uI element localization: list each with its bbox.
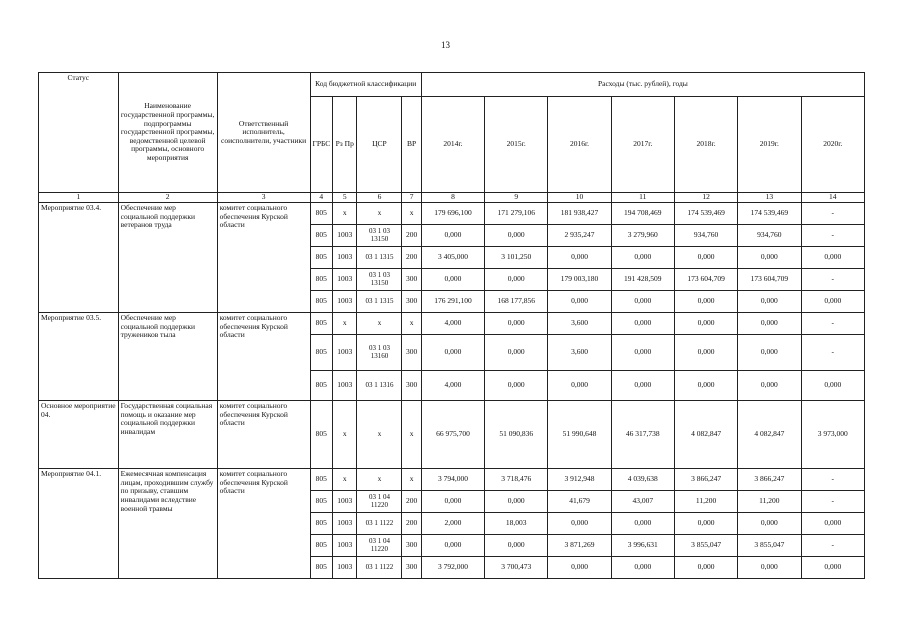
amount-cell: 4,000 (421, 313, 484, 335)
amount-cell: - (801, 469, 865, 491)
grbs-cell: 805 (310, 513, 332, 535)
csr-cell: 03 1 03 13150 (357, 269, 402, 291)
amount-cell: 0,000 (421, 335, 484, 371)
rzpr-cell: 1003 (332, 491, 357, 513)
column-number: 12 (674, 193, 737, 203)
amount-cell: 0,000 (548, 291, 611, 313)
header-rzpr: Рз Пр (332, 97, 357, 193)
amount-cell: - (801, 535, 865, 557)
status-cell: Мероприятие 03.5. (39, 313, 119, 401)
amount-cell: 0,000 (611, 557, 674, 579)
amount-cell: 0,000 (485, 335, 548, 371)
rzpr-cell: 1003 (332, 291, 357, 313)
amount-cell: - (801, 335, 865, 371)
amount-cell: 3 866,247 (738, 469, 801, 491)
amount-cell: 0,000 (611, 313, 674, 335)
amount-cell: 0,000 (421, 535, 484, 557)
csr-cell: х (357, 313, 402, 335)
rzpr-cell: 1003 (332, 269, 357, 291)
amount-cell: 0,000 (611, 247, 674, 269)
column-number: 8 (421, 193, 484, 203)
amount-cell: 4,000 (421, 371, 484, 401)
vr-cell: х (402, 469, 421, 491)
vr-cell: 200 (402, 225, 421, 247)
amount-cell: 3 855,047 (738, 535, 801, 557)
vr-cell: х (402, 203, 421, 225)
header-csr: ЦСР (357, 97, 402, 193)
header-name: Наименование государственной программы, подпрограммы государственной программы, ведомственной целевой программы, основного мероприятия (118, 73, 217, 193)
column-number: 2 (118, 193, 217, 203)
amount-cell: 3 794,000 (421, 469, 484, 491)
amount-cell: 0,000 (674, 335, 737, 371)
amount-cell: 11,200 (674, 491, 737, 513)
executor-cell: комитет социального обеспечения Курской области (217, 203, 310, 313)
csr-cell: 03 1 1122 (357, 513, 402, 535)
rzpr-cell: х (332, 401, 357, 469)
rzpr-cell: 1003 (332, 513, 357, 535)
rzpr-cell: 1003 (332, 557, 357, 579)
amount-cell: 0,000 (548, 557, 611, 579)
amount-cell: 0,000 (485, 225, 548, 247)
amount-cell: 3,600 (548, 335, 611, 371)
rzpr-cell: 1003 (332, 335, 357, 371)
amount-cell: 0,000 (801, 557, 865, 579)
amount-cell: 0,000 (611, 371, 674, 401)
amount-cell: 179 696,100 (421, 203, 484, 225)
grbs-cell: 805 (310, 401, 332, 469)
amount-cell: 934,760 (674, 225, 737, 247)
vr-cell: 300 (402, 371, 421, 401)
amount-cell: 0,000 (674, 371, 737, 401)
table-row (39, 313, 865, 335)
amount-cell: 0,000 (485, 371, 548, 401)
amount-cell: 191 428,509 (611, 269, 674, 291)
column-number: 1 (39, 193, 119, 203)
amount-cell: 2,000 (421, 513, 484, 535)
amount-cell: 194 708,469 (611, 203, 674, 225)
vr-cell: 300 (402, 269, 421, 291)
amount-cell: 0,000 (421, 225, 484, 247)
amount-cell: 0,000 (801, 371, 865, 401)
executor-cell: комитет социального обеспечения Курской области (217, 469, 310, 579)
status-cell: Основное мероприятие 04. (39, 401, 119, 469)
amount-cell: 46 317,738 (611, 401, 674, 469)
vr-cell: 300 (402, 535, 421, 557)
status-cell: Мероприятие 03.4. (39, 203, 119, 313)
grbs-cell: 805 (310, 491, 332, 513)
amount-cell: 4 082,847 (738, 401, 801, 469)
amount-cell: 0,000 (674, 513, 737, 535)
amount-cell: 0,000 (548, 513, 611, 535)
grbs-cell: 805 (310, 469, 332, 491)
amount-cell: 3 700,473 (485, 557, 548, 579)
rzpr-cell: х (332, 469, 357, 491)
header-status: Статус (39, 73, 119, 193)
column-number: 9 (485, 193, 548, 203)
amount-cell: 0,000 (738, 335, 801, 371)
grbs-cell: 805 (310, 557, 332, 579)
table-header (39, 73, 865, 203)
vr-cell: 200 (402, 513, 421, 535)
amount-cell: 3 279,960 (611, 225, 674, 247)
table-row (39, 469, 865, 491)
header-year: 2019г. (738, 97, 801, 193)
amount-cell: 0,000 (548, 247, 611, 269)
csr-cell: х (357, 469, 402, 491)
amount-cell: 0,000 (738, 313, 801, 335)
amount-cell: 0,000 (485, 535, 548, 557)
column-numbers-row (39, 193, 865, 203)
column-number: 5 (332, 193, 357, 203)
table-body (39, 203, 865, 579)
rzpr-cell: 1003 (332, 225, 357, 247)
amount-cell: 176 291,100 (421, 291, 484, 313)
amount-cell: 174 539,469 (738, 203, 801, 225)
vr-cell: 200 (402, 247, 421, 269)
header-year: 2016г. (548, 97, 611, 193)
amount-cell: - (801, 269, 865, 291)
header-year: 2014г. (421, 97, 484, 193)
amount-cell: 0,000 (421, 491, 484, 513)
measure-name-cell: Ежемесячная компенсация лицам, проходившим службу по призыву, ставшим инвалидами вследствие военной травмы (118, 469, 217, 579)
grbs-cell: 805 (310, 225, 332, 247)
amount-cell: 0,000 (485, 491, 548, 513)
amount-cell: - (801, 225, 865, 247)
amount-cell: 174 539,469 (674, 203, 737, 225)
amount-cell: 0,000 (674, 247, 737, 269)
amount-cell: 3 973,000 (801, 401, 865, 469)
amount-cell: 4 082,847 (674, 401, 737, 469)
amount-cell: 0,000 (611, 291, 674, 313)
amount-cell: 3 866,247 (674, 469, 737, 491)
csr-cell: 03 1 1315 (357, 247, 402, 269)
budget-table (38, 72, 865, 579)
amount-cell: 3 855,047 (674, 535, 737, 557)
amount-cell: - (801, 491, 865, 513)
amount-cell: 4 039,638 (611, 469, 674, 491)
column-number: 3 (217, 193, 310, 203)
csr-cell: 03 1 1315 (357, 291, 402, 313)
amount-cell: 3 871,269 (548, 535, 611, 557)
amount-cell: 11,200 (738, 491, 801, 513)
amount-cell: 0,000 (801, 513, 865, 535)
amount-cell: 51 990,648 (548, 401, 611, 469)
amount-cell: 51 090,836 (485, 401, 548, 469)
measure-name-cell: Государственная социальная помощь и оказание мер социальной поддержки инвалидам (118, 401, 217, 469)
amount-cell: 934,760 (738, 225, 801, 247)
header-budget-code: Код бюджетной классификации (310, 73, 421, 97)
csr-cell: 03 1 03 13160 (357, 335, 402, 371)
grbs-cell: 805 (310, 291, 332, 313)
csr-cell: 03 1 04 11220 (357, 535, 402, 557)
table-row (39, 203, 865, 225)
amount-cell: 0,000 (738, 557, 801, 579)
amount-cell: 0,000 (674, 557, 737, 579)
grbs-cell: 805 (310, 371, 332, 401)
rzpr-cell: 1003 (332, 371, 357, 401)
amount-cell: 3 912,948 (548, 469, 611, 491)
executor-cell: комитет социального обеспечения Курской области (217, 313, 310, 401)
vr-cell: х (402, 401, 421, 469)
vr-cell: 300 (402, 557, 421, 579)
column-number: 14 (801, 193, 865, 203)
amount-cell: 3 996,631 (611, 535, 674, 557)
grbs-cell: 805 (310, 335, 332, 371)
amount-cell: 173 604,709 (674, 269, 737, 291)
amount-cell: 0,000 (421, 269, 484, 291)
vr-cell: 300 (402, 291, 421, 313)
amount-cell: 41,679 (548, 491, 611, 513)
column-number: 11 (611, 193, 674, 203)
rzpr-cell: х (332, 313, 357, 335)
grbs-cell: 805 (310, 203, 332, 225)
vr-cell: х (402, 313, 421, 335)
amount-cell: 3 405,000 (421, 247, 484, 269)
status-cell: Мероприятие 04.1. (39, 469, 119, 579)
vr-cell: 300 (402, 335, 421, 371)
csr-cell: х (357, 203, 402, 225)
column-number: 6 (357, 193, 402, 203)
column-number: 10 (548, 193, 611, 203)
header-year: 2018г. (674, 97, 737, 193)
amount-cell: 3 792,000 (421, 557, 484, 579)
header-grbs: ГРБС (310, 97, 332, 193)
rzpr-cell: х (332, 203, 357, 225)
amount-cell: 2 935,247 (548, 225, 611, 247)
amount-cell: 3 718,476 (485, 469, 548, 491)
header-year: 2020г. (801, 97, 865, 193)
amount-cell: 0,000 (611, 335, 674, 371)
csr-cell: 03 1 1316 (357, 371, 402, 401)
grbs-cell: 805 (310, 313, 332, 335)
amount-cell: 0,000 (738, 291, 801, 313)
column-number: 13 (738, 193, 801, 203)
csr-cell: 03 1 04 11220 (357, 491, 402, 513)
amount-cell: 66 975,700 (421, 401, 484, 469)
amount-cell: 0,000 (738, 371, 801, 401)
csr-cell: 03 1 1122 (357, 557, 402, 579)
header-year: 2015г. (485, 97, 548, 193)
rzpr-cell: 1003 (332, 535, 357, 557)
amount-cell: 0,000 (485, 269, 548, 291)
amount-cell: 0,000 (485, 313, 548, 335)
amount-cell: 0,000 (548, 371, 611, 401)
csr-cell: 03 1 03 13150 (357, 225, 402, 247)
amount-cell: 0,000 (801, 291, 865, 313)
grbs-cell: 805 (310, 247, 332, 269)
amount-cell: 0,000 (674, 291, 737, 313)
amount-cell: 0,000 (611, 513, 674, 535)
amount-cell: 3 101,250 (485, 247, 548, 269)
amount-cell: 0,000 (674, 313, 737, 335)
amount-cell: 0,000 (801, 247, 865, 269)
amount-cell: 171 279,106 (485, 203, 548, 225)
rzpr-cell: 1003 (332, 247, 357, 269)
amount-cell: 0,000 (738, 513, 801, 535)
amount-cell: - (801, 313, 865, 335)
header-vr: ВР (402, 97, 421, 193)
amount-cell: 179 003,180 (548, 269, 611, 291)
amount-cell: 0,000 (738, 247, 801, 269)
csr-cell: х (357, 401, 402, 469)
grbs-cell: 805 (310, 269, 332, 291)
vr-cell: 200 (402, 491, 421, 513)
column-number: 4 (310, 193, 332, 203)
executor-cell: комитет социального обеспечения Курской области (217, 401, 310, 469)
header-executor: Ответственный исполнитель, соисполнители, участники (217, 73, 310, 193)
amount-cell: 173 604,709 (738, 269, 801, 291)
amount-cell: 18,003 (485, 513, 548, 535)
header-year: 2017г. (611, 97, 674, 193)
amount-cell: 3,600 (548, 313, 611, 335)
amount-cell: - (801, 203, 865, 225)
page-number: 13 (441, 40, 450, 50)
grbs-cell: 805 (310, 535, 332, 557)
measure-name-cell: Обеспечение мер социальной поддержки тружеников тыла (118, 313, 217, 401)
header-expenses: Расходы (тыс. рублей), годы (421, 73, 864, 97)
amount-cell: 181 938,427 (548, 203, 611, 225)
measure-name-cell: Обеспечение мер социальной поддержки ветеранов труда (118, 203, 217, 313)
table-row (39, 401, 865, 469)
amount-cell: 43,007 (611, 491, 674, 513)
column-number: 7 (402, 193, 421, 203)
amount-cell: 168 177,856 (485, 291, 548, 313)
